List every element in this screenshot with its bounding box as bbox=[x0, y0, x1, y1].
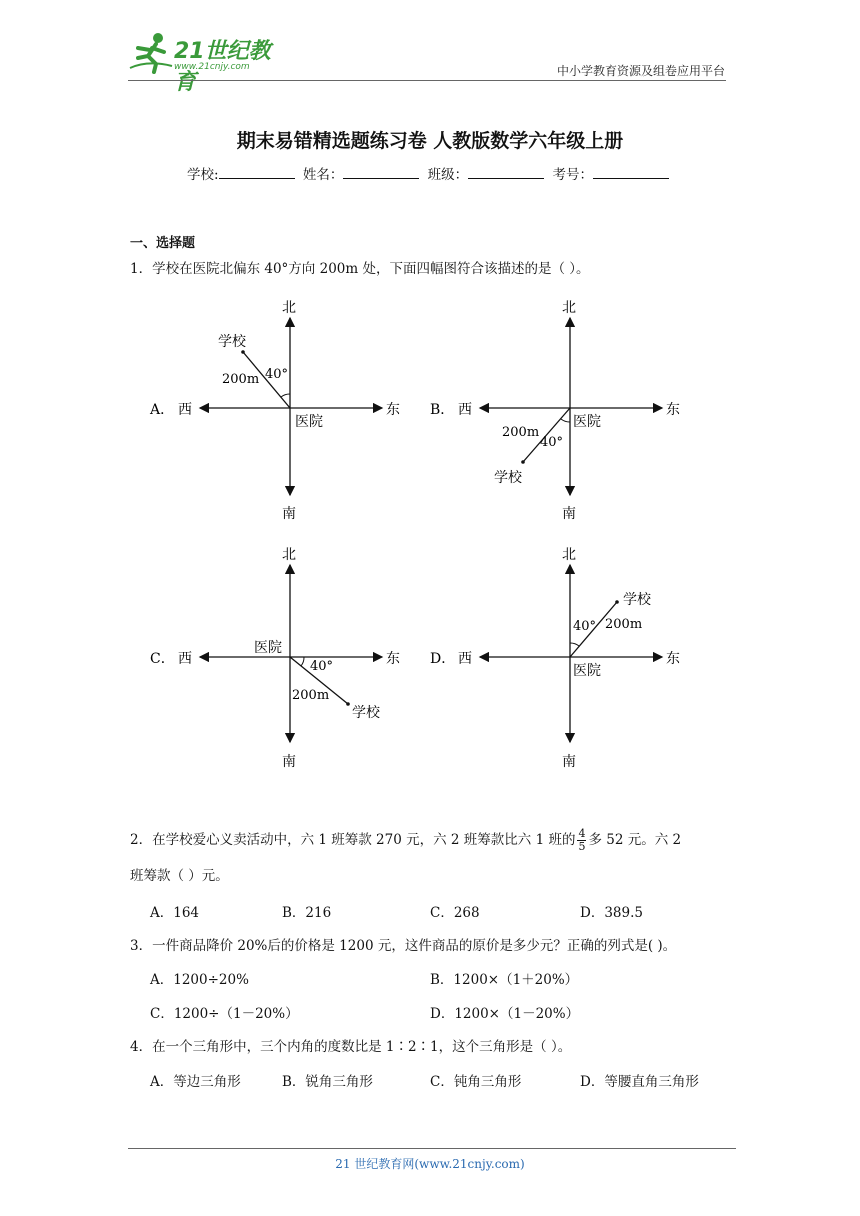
a-north: 北 bbox=[282, 300, 296, 316]
footer-link[interactable]: 21 世纪教育网(www.21cnjy.com) bbox=[335, 1157, 525, 1171]
b-east: 东 bbox=[666, 402, 680, 418]
exam-blank[interactable] bbox=[593, 164, 669, 179]
c-east: 东 bbox=[386, 651, 400, 667]
diagram-b-letter: B． bbox=[430, 402, 455, 418]
d-south: 南 bbox=[562, 754, 576, 770]
c-hospital: 医院 bbox=[254, 640, 282, 656]
q1-diagrams bbox=[140, 290, 740, 785]
question-4-text: 4．在一个三角形中，三个内角的度数比是 1∶2∶1，这个三角形是（ ）。 bbox=[130, 1039, 572, 1055]
diagram-b[interactable] bbox=[430, 300, 680, 522]
q2-option-a[interactable]: A．164 bbox=[150, 905, 200, 921]
d-distance: 200m bbox=[605, 617, 643, 632]
diagram-c-letter: C． bbox=[150, 651, 175, 667]
a-south: 南 bbox=[282, 506, 296, 522]
class-blank[interactable] bbox=[468, 164, 544, 179]
c-south: 南 bbox=[282, 754, 296, 770]
q2-text-part2: 多 52 元。六 2 bbox=[588, 832, 682, 848]
logo-text: 21世纪教育 bbox=[174, 39, 271, 95]
header-platform-text: 中小学教育资源及组卷应用平台 bbox=[556, 64, 725, 78]
question-1-text: 1．学校在医院北偏东 40°方向 200m 处，下面四幅图符合该描述的是（ ）。 bbox=[130, 261, 590, 277]
d-hospital: 医院 bbox=[573, 663, 601, 679]
a-east: 东 bbox=[386, 402, 400, 418]
diagram-a-letter: A． bbox=[150, 402, 175, 418]
q3-option-c[interactable]: C．1200÷（1－20%） bbox=[150, 1006, 299, 1022]
name-label: 姓名： bbox=[302, 167, 344, 183]
question-2-text bbox=[130, 828, 681, 853]
q3-option-b[interactable]: B．1200×（1＋20%） bbox=[430, 972, 579, 988]
d-angle: 40° bbox=[573, 619, 597, 634]
student-info-line bbox=[0, 163, 860, 183]
b-north: 北 bbox=[562, 300, 576, 316]
q4-option-d[interactable]: D．等腰直角三角形 bbox=[580, 1074, 699, 1090]
q2-text-part1: 2．在学校爱心义卖活动中，六 1 班筹款 270 元，六 2 班筹款比六 1 班的 bbox=[130, 832, 576, 848]
d-school: 学校 bbox=[623, 592, 651, 608]
question-3-text: 3．一件商品降价 20%后的价格是 1200 元，这件商品的原价是多少元？正确的列式是( )。 bbox=[130, 938, 677, 954]
section-heading: 一、选择题 bbox=[130, 236, 196, 251]
b-south: 南 bbox=[562, 506, 576, 522]
a-angle: 40° bbox=[265, 367, 289, 382]
school-label: 学校: bbox=[187, 167, 219, 183]
b-hospital: 医院 bbox=[573, 414, 601, 430]
q3-option-d[interactable]: D．1200×（1－20%） bbox=[430, 1006, 580, 1022]
d-west: 西 bbox=[458, 651, 472, 667]
class-label: 班级： bbox=[427, 167, 469, 183]
c-north: 北 bbox=[282, 547, 296, 563]
q2-option-d[interactable]: D．389.5 bbox=[580, 905, 643, 921]
a-west: 西 bbox=[178, 402, 192, 418]
runner-logo-icon bbox=[128, 30, 176, 74]
c-school: 学校 bbox=[352, 705, 380, 721]
q3-option-a[interactable]: A．1200÷20% bbox=[150, 972, 249, 988]
page-title: 期末易错精选题练习卷 人教版数学六年级上册 bbox=[236, 130, 624, 152]
a-distance: 200m bbox=[222, 372, 260, 387]
q4-option-a[interactable]: A．等边三角形 bbox=[150, 1074, 241, 1090]
q4-option-c[interactable]: C．钝角三角形 bbox=[430, 1074, 522, 1090]
name-blank[interactable] bbox=[343, 164, 419, 179]
diagram-d[interactable] bbox=[430, 547, 680, 770]
a-school: 学校 bbox=[218, 334, 246, 350]
question-2-line2: 班筹款（ ）元。 bbox=[130, 868, 229, 884]
d-east: 东 bbox=[666, 651, 680, 667]
diagram-c[interactable] bbox=[150, 547, 400, 770]
school-blank[interactable] bbox=[219, 164, 295, 179]
d-north: 北 bbox=[562, 547, 576, 563]
q2-option-c[interactable]: C．268 bbox=[430, 905, 480, 921]
q2-fraction bbox=[577, 828, 586, 853]
diagram-d-letter: D． bbox=[430, 651, 456, 667]
diagram-a[interactable] bbox=[149, 300, 400, 522]
b-west: 西 bbox=[458, 402, 472, 418]
c-distance: 200m bbox=[292, 688, 330, 703]
header-divider bbox=[128, 80, 726, 81]
b-distance: 200m bbox=[502, 425, 540, 440]
q4-option-b[interactable]: B．锐角三角形 bbox=[282, 1074, 373, 1090]
q2-option-b[interactable]: B．216 bbox=[282, 905, 332, 921]
q2-frac-den: 5 bbox=[578, 840, 586, 853]
logo-url: www.21cnjy.com bbox=[174, 62, 250, 72]
site-logo bbox=[128, 30, 288, 95]
c-west: 西 bbox=[178, 651, 192, 667]
c-angle: 40° bbox=[310, 659, 334, 674]
b-school: 学校 bbox=[494, 470, 522, 486]
exam-label: 考号： bbox=[552, 167, 593, 183]
b-angle: 40° bbox=[540, 435, 564, 450]
q2-frac-num: 4 bbox=[578, 827, 586, 840]
a-hospital: 医院 bbox=[295, 414, 323, 430]
footer-divider bbox=[128, 1148, 736, 1149]
